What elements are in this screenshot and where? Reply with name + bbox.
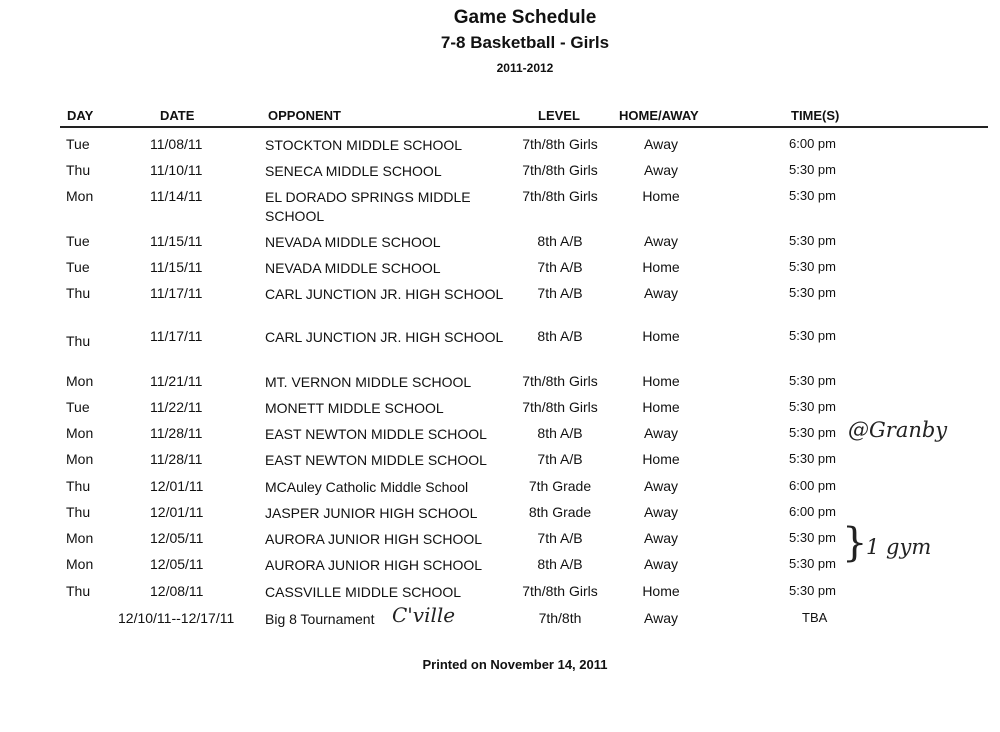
column-header-level: LEVEL [538,108,580,123]
row-home-away: Away [644,610,678,626]
row-time: 5:30 pm [789,425,836,440]
table-row [0,285,1000,311]
row-day: Thu [66,504,91,520]
row-day: Mon [66,530,94,546]
row-level: 8th Grade [528,504,592,520]
column-header-day: DAY [67,108,94,123]
row-day: Mon [66,188,94,204]
row-date: 11/15/11 [150,233,203,249]
row-time: 6:00 pm [789,478,836,493]
row-date: 12/01/11 [150,478,204,494]
column-header-date: DATE [160,108,195,123]
row-home-away: Away [644,478,678,494]
row-day: Mon [66,556,94,572]
row-time: 5:30 pm [789,373,836,388]
row-level: 8th A/B [537,233,583,249]
row-opponent: JASPER JUNIOR HIGH SCHOOL [265,505,478,521]
document-title: Game Schedule [453,7,597,28]
table-row [0,162,1000,188]
handwritten-note-cville: C'ville [392,603,456,627]
table-row [0,583,1000,609]
row-opponent: Big 8 Tournament [265,611,375,627]
row-opponent: EAST NEWTON MIDDLE SCHOOL [265,452,487,468]
row-day: Mon [66,425,94,441]
row-day: Thu [66,478,91,494]
row-level: 7th/8th Girls [522,162,598,178]
row-level: 7th A/B [537,285,583,301]
row-home-away: Away [644,504,678,520]
row-home-away: Home [642,451,680,467]
row-time: 5:30 pm [789,188,836,203]
row-level: 7th Grade [528,478,592,494]
handwritten-note-granby: @Granby [848,418,948,442]
row-opponent: AURORA JUNIOR HIGH SCHOOL [265,531,483,547]
row-level: 7th/8th Girls [522,399,598,415]
row-opponent: STOCKTON MIDDLE SCHOOL [265,137,463,153]
row-day: Mon [66,373,94,389]
row-opponent: CARL JUNCTION JR. HIGH SCHOOL [265,286,504,302]
table-row [0,259,1000,285]
row-date: 11/21/11 [150,373,203,389]
row-opponent: MCAuley Catholic Middle School [265,479,469,495]
row-time: 5:30 pm [789,285,836,300]
row-opponent: MONETT MIDDLE SCHOOL [265,400,444,416]
row-opponent: EAST NEWTON MIDDLE SCHOOL [265,426,487,442]
row-level: 8th A/B [537,425,583,441]
table-row [0,451,1000,477]
season-label: 2011-2012 [496,61,554,75]
row-date: 11/14/11 [150,188,203,204]
row-time: 6:00 pm [789,136,836,151]
column-header-opponent: OPPONENT [268,108,341,123]
row-day: Thu [66,583,91,599]
row-day: Tue [66,259,90,275]
row-level: 8th A/B [537,328,583,344]
row-day: Tue [66,136,90,152]
row-level: 7th A/B [537,451,583,467]
row-home-away: Away [644,233,678,249]
row-date: 11/15/11 [150,259,203,275]
row-time: 5:30 pm [789,583,836,598]
row-opponent: NEVADA MIDDLE SCHOOL [265,260,441,276]
row-date: 11/17/11 [150,328,203,344]
row-level: 7th/8th [538,610,582,626]
column-header-home-away: HOME/AWAY [619,108,699,123]
row-home-away: Home [642,583,680,599]
handwritten-brace: } [842,520,868,566]
row-opponent: NEVADA MIDDLE SCHOOL [265,234,441,250]
row-level: 7th/8th Girls [522,136,598,152]
column-header-times: TIME(S) [791,108,840,123]
row-level: 7th A/B [537,259,583,275]
row-home-away: Away [644,556,678,572]
table-row [0,188,1000,224]
row-home-away: Away [644,285,678,301]
row-day: Thu [66,333,91,349]
row-level: 7th A/B [537,530,583,546]
row-time: TBA [802,610,828,625]
row-home-away: Home [642,373,680,389]
printed-date: Printed on November 14, 2011 [422,657,608,672]
row-home-away: Away [644,162,678,178]
row-date: 11/08/11 [150,136,203,152]
row-day: Tue [66,399,90,415]
row-time: 5:30 pm [789,399,836,414]
row-date: 11/28/11 [150,451,203,467]
table-row [0,610,1000,636]
table-row [0,478,1000,504]
row-level: 8th A/B [537,556,583,572]
row-date: 11/17/11 [150,285,203,301]
row-date: 12/01/11 [150,504,204,520]
table-row [0,233,1000,259]
row-date: 11/28/11 [150,425,203,441]
header-divider [60,126,988,128]
row-home-away: Away [644,136,678,152]
row-home-away: Home [642,188,680,204]
row-date: 12/05/11 [150,530,204,546]
row-opponent: MT. VERNON MIDDLE SCHOOL [265,374,472,390]
row-home-away: Away [644,425,678,441]
row-date: 11/10/11 [150,162,203,178]
row-time: 5:30 pm [789,530,836,545]
row-opponent: AURORA JUNIOR HIGH SCHOOL [265,557,483,573]
table-row [0,373,1000,399]
row-level: 7th/8th Girls [522,373,598,389]
row-time: 5:30 pm [789,259,836,274]
row-home-away: Home [642,328,680,344]
table-row [0,328,1000,354]
row-opponent: CARL JUNCTION JR. HIGH SCHOOL [265,329,504,345]
row-day: Thu [66,285,91,301]
handwritten-note-gym: 1 gym [866,535,932,559]
row-opponent: CASSVILLE MIDDLE SCHOOL [265,584,462,600]
row-time: 6:00 pm [789,504,836,519]
row-home-away: Home [642,259,680,275]
row-home-away: Home [642,399,680,415]
document-subtitle: 7-8 Basketball - Girls [440,33,610,52]
row-opponent: EL DORADO SPRINGS MIDDLE SCHOOL [265,189,471,224]
row-time: 5:30 pm [789,451,836,466]
row-day: Thu [66,162,91,178]
row-date: 12/05/11 [150,556,204,572]
table-row [0,136,1000,162]
row-date: 12/10/11--12/17/11 [118,610,235,626]
row-date: 11/22/11 [150,399,203,415]
row-time: 5:30 pm [789,556,836,571]
row-day: Tue [66,233,90,249]
row-level: 7th/8th Girls [522,583,598,599]
row-time: 5:30 pm [789,162,836,177]
row-time: 5:30 pm [789,328,836,343]
row-day: Mon [66,451,94,467]
row-home-away: Away [644,530,678,546]
row-date: 12/08/11 [150,583,204,599]
row-time: 5:30 pm [789,233,836,248]
row-level: 7th/8th Girls [522,188,598,204]
row-opponent: SENECA MIDDLE SCHOOL [265,163,442,179]
